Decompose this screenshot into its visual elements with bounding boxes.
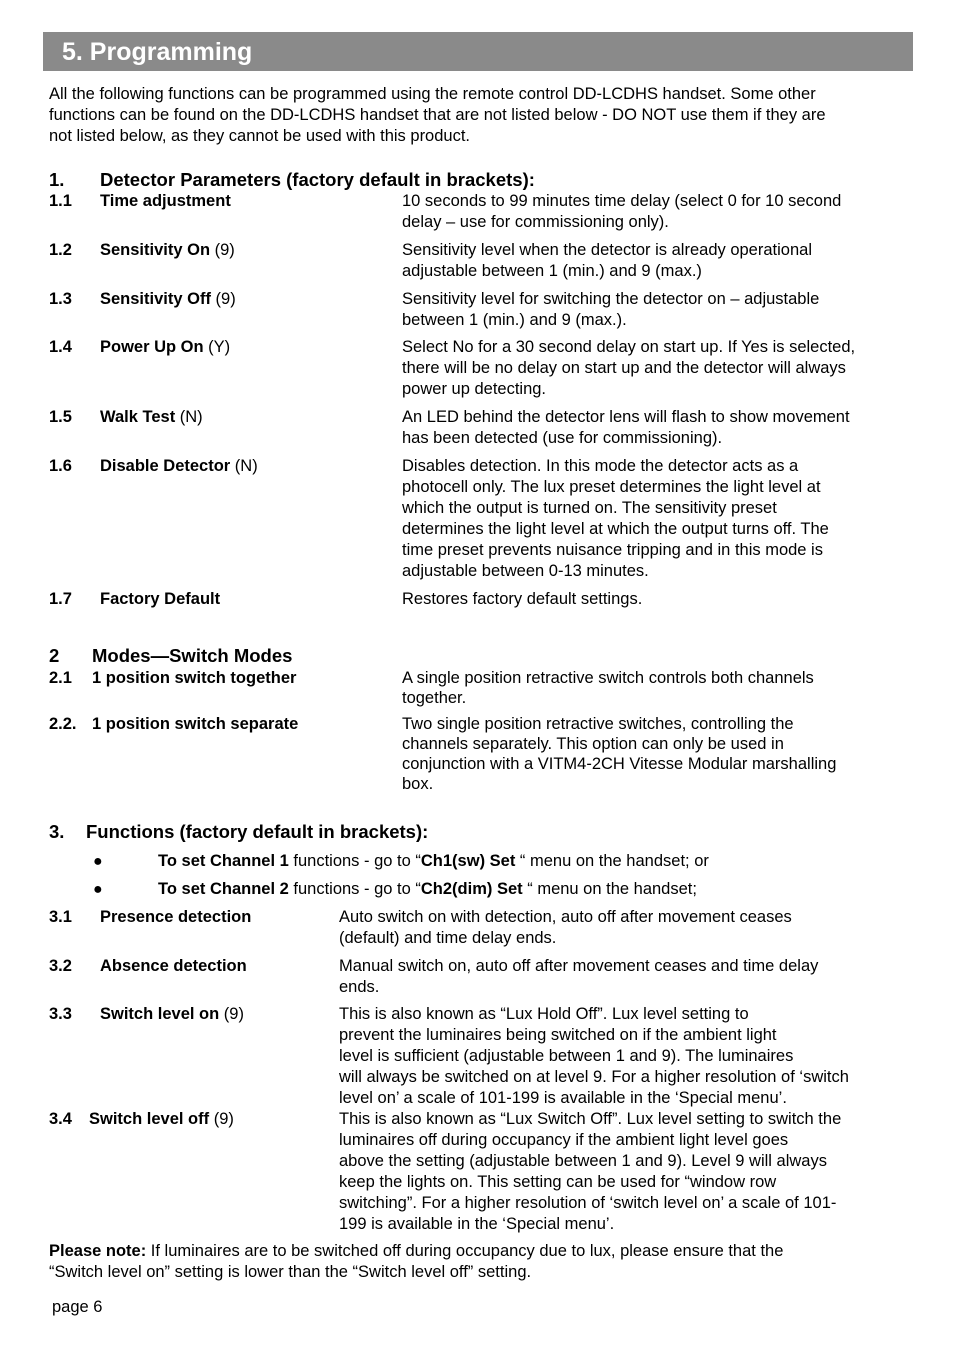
- item-number: 2.1: [49, 669, 72, 687]
- item-label: Factory Default: [100, 590, 221, 608]
- please-note: Please note: If luminaires are to be switched off during occupancy due to lux, please ensure that the “Switch level on” setting is lower than the “Switch level off” setting.: [49, 1242, 784, 1281]
- section-2-number: 2: [49, 645, 60, 666]
- item-number: 2.2.: [49, 715, 77, 733]
- item-number: 1.4: [49, 338, 72, 356]
- item-description: This is also known as “Lux Switch Off”. Lux level setting to switch the luminaires off during occupancy if the ambient light level goes above the setting (adjustable between 1 and 9). Level 9 will always keep the lights on. This setting can be used for “window row switching”. For a higher resolution of ‘switch level on’ a scale of 101- 199 is available in the ‘Special menu’.: [339, 1110, 842, 1233]
- section-banner: [43, 32, 913, 71]
- item-label: Time adjustment: [100, 192, 231, 210]
- item-description: Select No for a 30 second delay on start up. If Yes is selected, there will be no delay on start up and the detector will always power up detecting.: [402, 338, 856, 398]
- item-label: Presence detection: [100, 908, 252, 926]
- item-description: A single position retractive switch controls both channels together.: [402, 669, 814, 707]
- item-description: An LED behind the detector lens will flash to show movement has been detected (use for commissioning).: [402, 408, 850, 447]
- bullet-item: To set Channel 2 functions - go to “Ch2(dim) Set “ menu on the handset;: [158, 880, 697, 898]
- section-1-number: 1.: [49, 169, 65, 190]
- item-label: Switch level on (9): [100, 1005, 244, 1023]
- item-description: This is also known as “Lux Hold Off”. Lux level setting to prevent the luminaires being switched on if the ambient light level is sufficient (adjustable between 1 and 9). The luminaires will always be switched on at level 9. For a higher resolution of ‘switch level on’ a scale of 101-199 is available in the ‘Special menu’.: [339, 1005, 849, 1107]
- item-label: Sensitivity On (9): [100, 241, 235, 259]
- section-2-heading: Modes—Switch Modes: [92, 645, 293, 666]
- item-description: Manual switch on, auto off after movement ceases and time delay ends.: [339, 957, 819, 996]
- item-number: 3.1: [49, 908, 72, 926]
- item-label: Switch level off (9): [89, 1110, 234, 1128]
- bullet-item: To set Channel 1 functions - go to “Ch1(sw) Set “ menu on the handset; or: [158, 852, 709, 870]
- item-description: Sensitivity level for switching the detector on – adjustable between 1 (min.) and 9 (max.).: [402, 290, 820, 329]
- section-title: 5. Programming: [62, 38, 253, 66]
- section-3-heading: Functions (factory default in brackets):: [86, 821, 429, 842]
- page-number: page 6: [52, 1298, 103, 1316]
- item-label: 1 position switch together: [92, 669, 297, 687]
- item-number: 1.2: [49, 241, 72, 259]
- item-number: 3.2: [49, 957, 72, 975]
- item-description: Restores factory default settings.: [402, 590, 643, 608]
- item-label: Absence detection: [100, 957, 247, 975]
- item-number: 1.1: [49, 192, 72, 210]
- intro-line: not listed below, as they cannot be used with this product.: [49, 127, 471, 145]
- item-description: 10 seconds to 99 minutes time delay (select 0 for 10 second delay – use for commissioning only).: [402, 192, 842, 231]
- bullet-dot-icon: ●: [93, 853, 103, 870]
- item-label: Walk Test (N): [100, 408, 203, 426]
- item-number: 1.5: [49, 408, 72, 426]
- note-label: Please note:: [49, 1242, 147, 1260]
- item-label: 1 position switch separate: [92, 715, 299, 733]
- item-label: Sensitivity Off (9): [100, 290, 236, 308]
- item-number: 1.3: [49, 290, 72, 308]
- item-label: Disable Detector (N): [100, 457, 258, 475]
- item-number: 1.6: [49, 457, 72, 475]
- item-description: Disables detection. In this mode the detector acts as a photocell only. The lux preset determines the light level at which the output is turned on. The sensitivity preset determines the light level at which the output turns off. The time preset prevents nuisance tripping and in this mode is adjustable between 0-13 minutes.: [402, 457, 829, 580]
- item-number: 1.7: [49, 590, 72, 608]
- section-3-number: 3.: [49, 821, 65, 842]
- intro-line: All the following functions can be programmed using the remote control DD-LCDHS handset. Some other: [49, 85, 816, 103]
- item-number: 3.3: [49, 1005, 72, 1023]
- item-description: Two single position retractive switches, controlling the channels separately. This option can only be used in conjunction with a VITM4-2CH Vitesse Modular marshalling box.: [402, 715, 837, 793]
- intro-line: functions can be found on the DD-LCDHS handset that are not listed below - DO NOT use them if they are: [49, 106, 826, 124]
- item-description: Auto switch on with detection, auto off after movement ceases (default) and time delay ends.: [339, 908, 792, 947]
- intro-paragraph: [49, 84, 826, 147]
- item-description: Sensitivity level when the detector is already operational adjustable between 1 (min.) and 9 (max.): [402, 241, 812, 280]
- item-label: Power Up On (Y): [100, 338, 231, 356]
- bullet-dot-icon: ●: [93, 881, 103, 898]
- item-number: 3.4: [49, 1110, 72, 1128]
- section-1-heading: Detector Parameters (factory default in brackets):: [100, 169, 535, 190]
